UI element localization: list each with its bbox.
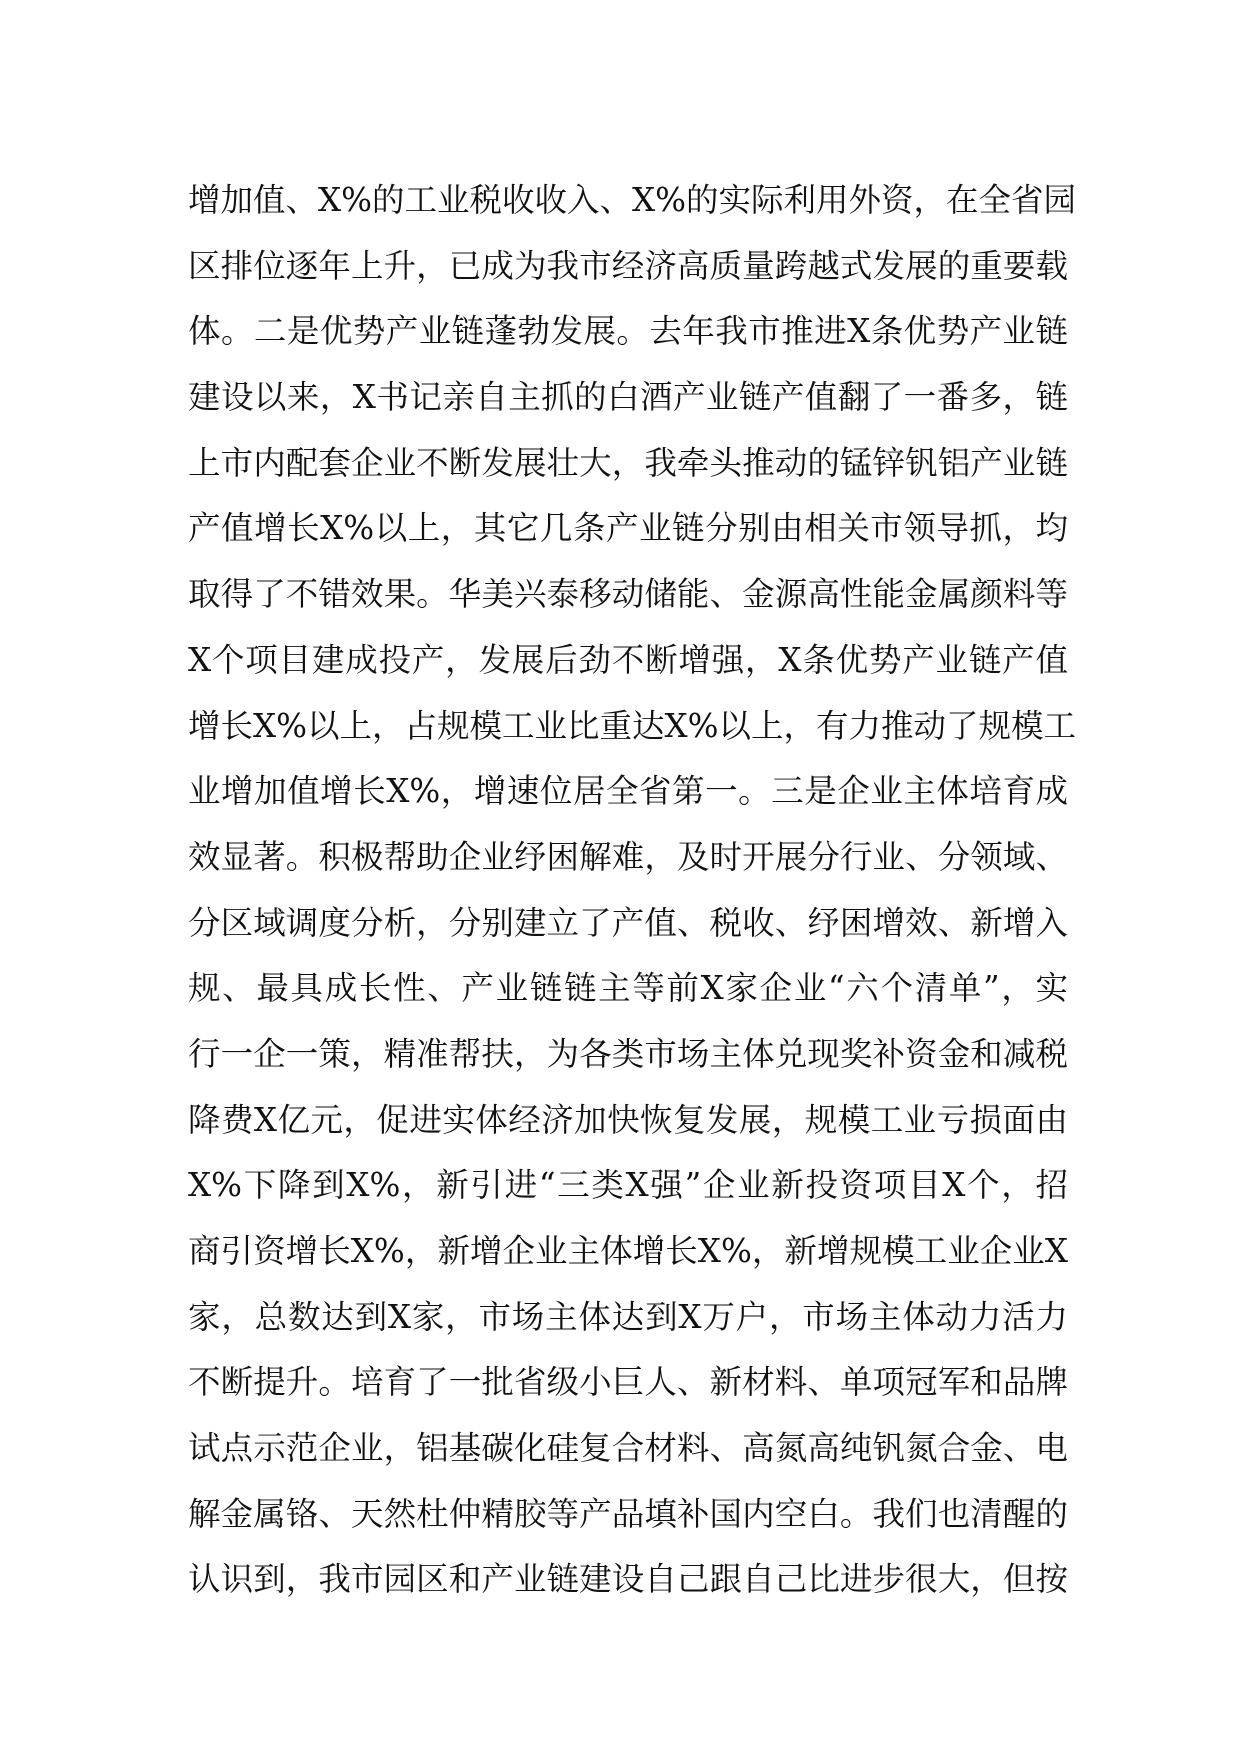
text-line: 认识到，我市园区和产业链建设自己跟自己比进步很大，但按 (188, 1560, 1068, 1599)
text-line: X个项目建成投产，发展后劲不断增强，X条优势产业链产值 (188, 640, 1068, 679)
text-line: 区排位逐年上升，已成为我市经济高质量跨越式发展的重要载 (188, 246, 1068, 285)
text-line: 增长X%以上，占规模工业比重达X%以上，有力推动了规模工 (188, 706, 1077, 745)
text-line: 上市内配套企业不断发展壮大，我牵头推动的锰锌钒铝产业链 (188, 443, 1068, 482)
text-line: 规、最具成长性、产业链链主等前X家企业“六个清单”，实 (188, 969, 1068, 1008)
text-line: 商引资增长X%，新增企业主体增长X%，新增规模工业企业X (188, 1232, 1068, 1270)
text-line: 解金属铬、天然杜仲精胶等产品填补国内空白。我们也清醒的 (188, 1494, 1068, 1533)
text-line: 效显著。积极帮助企业纾困解难，及时开展分行业、分领域、 (188, 837, 1068, 876)
text-line: X%下降到X%，新引进“三类X强”企业新投资项目X个，招 (188, 1166, 1068, 1205)
text-line: 体。二是优势产业链蓬勃发展。去年我市推进X条优势产业链 (188, 312, 1068, 351)
text-line: 产值增长X%以上，其它几条产业链分别由相关市领导抓，均 (188, 509, 1068, 548)
text-line: 取得了不错效果。华美兴泰移动储能、金源高性能金属颜料等 (188, 575, 1068, 614)
text-line: 降费X亿元，促进实体经济加快恢复发展，规模工业亏损面由 (188, 1100, 1068, 1139)
body-text (188, 168, 1077, 1613)
text-line: 增加值、X%的工业税收收入、X%的实际利用外资，在全省园 (188, 181, 1077, 219)
text-line: 业增加值增长X%，增速位居全省第一。三是企业主体培育成 (188, 772, 1068, 811)
text-line: 试点示范企业，铝基碳化硅复合材料、高氮高纯钒氮合金、电 (188, 1429, 1068, 1468)
text-line: 行一企一策，精准帮扶，为各类市场主体兑现奖补资金和减税 (188, 1034, 1068, 1073)
text-line: 不断提升。培育了一批省级小巨人、新材料、单项冠军和品牌 (188, 1363, 1068, 1402)
text-line: 建设以来，X书记亲自主抓的白酒产业链产值翻了一番多，链 (188, 378, 1068, 417)
text-line: 家，总数达到X家，市场主体达到X万户，市场主体动力活力 (188, 1297, 1068, 1336)
text-line: 分区域调度分析，分别建立了产值、税收、纾困增效、新增入 (188, 903, 1068, 942)
